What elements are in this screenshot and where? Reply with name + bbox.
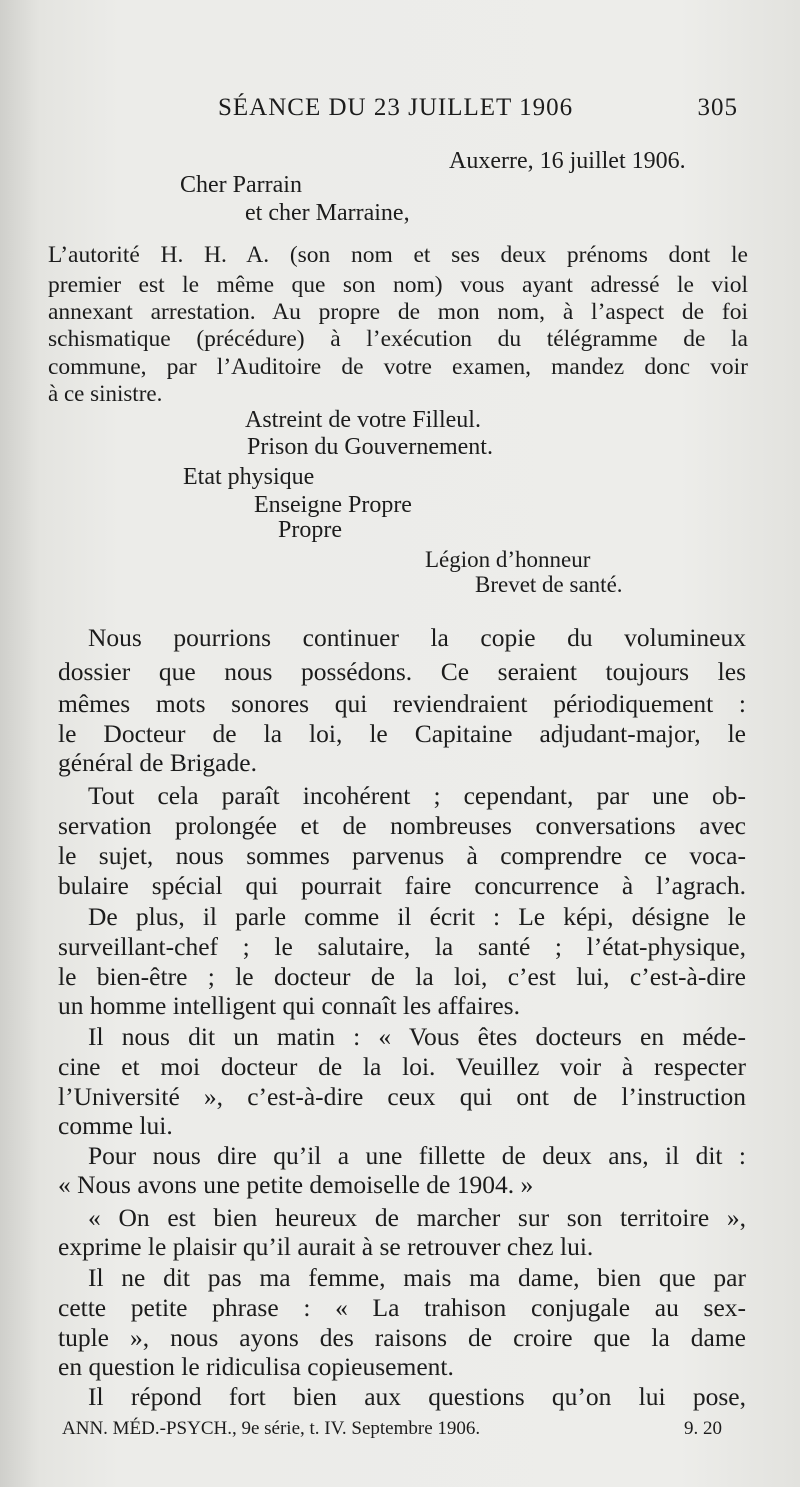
body-line: tuple », nous ayons des raisons de croire que la dame [58,1323,746,1352]
body-line: servation prolongée et de nombreuses conversations avec [58,811,746,840]
footer-signature-mark: 9. 20 [684,1418,722,1439]
body-line: le bien-être ; le docteur de la loi, c’est lui, c’est-à-dire [58,962,746,991]
body-line: un homme intelligent qui connaît les affaires. [58,991,520,1020]
letter-signature-line: Légion d’honneur [425,547,591,572]
body-line: Nous pourrions continuer la copie du volumineux [88,623,746,652]
body-line: Tout cela paraît incohérent ; cependant, par une ob- [88,781,746,810]
body-line: général de Brigade. [58,748,257,777]
body-line: « On est bien heureux de marcher sur son territoire », [88,1203,746,1232]
body-line: mêmes mots sonores qui reviendraient périodiquement : [58,689,746,718]
body-line: Il ne dit pas ma femme, mais ma dame, bien que par [88,1263,746,1292]
letter-line: L’autorité H. H. A. (son nom et ses deux prénoms dont le [48,242,748,268]
body-line: le Docteur de la loi, le Capitaine adjudant-major, le [58,719,746,748]
letter-signature-line: Enseigne Propre [254,492,412,518]
running-head-title: SÉANCE DU 23 JUILLET 1906 [218,94,574,121]
body-line: exprime le plaisir qu’il aurait à se retrouver chez lui. [58,1232,594,1261]
letter-signature-line: Brevet de santé. [475,572,623,597]
letter-signature-line: Propre [278,517,342,543]
footer-citation: ANN. MÉD.-PSYCH., 9e série, t. IV. Septembre 1906. [62,1418,481,1439]
page-footer [62,1418,722,1446]
letter-salutation-2: et cher Marraine, [245,200,410,226]
letter-line: schismatique (précédure) à l’exécution du télégramme de la [48,326,748,352]
body-line: le sujet, nous sommes parvenus à comprendre ce voca- [58,841,746,870]
body-line: bulaire spécial qui pourrait faire concurrence à l’agrach. [58,871,746,900]
page-number: 305 [697,94,738,121]
body-line: cette petite phrase : « La trahison conjugale au sex- [58,1293,746,1322]
letter-signature-line: Astreint de votre Filleul. [245,407,481,433]
body-line: Il répond fort bien aux questions qu’on lui pose, [88,1382,746,1411]
body-line: Il nous dit un matin : « Vous êtes docteurs en méde- [88,1022,746,1051]
body-line: en question le ridiculisa copieusement. [58,1352,454,1381]
body-line: dossier que nous possédons. Ce seraient toujours les [58,657,746,686]
body-line: cine et moi docteur de la loi. Veuillez voir à respecter [58,1052,746,1081]
running-head [218,94,738,130]
body-line: comme lui. [58,1111,173,1140]
letter-signature-line: Etat physique [183,464,315,490]
letter-signature-line: Prison du Gouvernement. [247,434,493,460]
body-line: l’Université », c’est-à-dire ceux qui ont de l’instruction [58,1082,746,1111]
letter-line: premier est le même que son nom) vous ayant adressé le viol [48,272,748,298]
body-line: « Nous avons une petite demoiselle de 1904. » [58,1170,534,1199]
letter-line: annexant arrestation. Au propre de mon nom, à l’aspect de foi [48,299,748,325]
body-line: De plus, il parle comme il écrit : Le képi, désigne le [88,902,746,931]
letter-dateline: Auxerre, 16 juillet 1906. [449,148,686,174]
letter-line: à ce sinistre. [48,381,163,406]
letter-salutation-1: Cher Parrain [180,172,302,198]
body-line: surveillant-chef ; le salutaire, la santé ; l’état-physique, [58,932,746,961]
letter-line: commune, par l’Auditoire de votre examen, mandez donc voir [48,354,748,380]
body-line: Pour nous dire qu’il a une fillette de deux ans, il dit : [88,1141,746,1170]
